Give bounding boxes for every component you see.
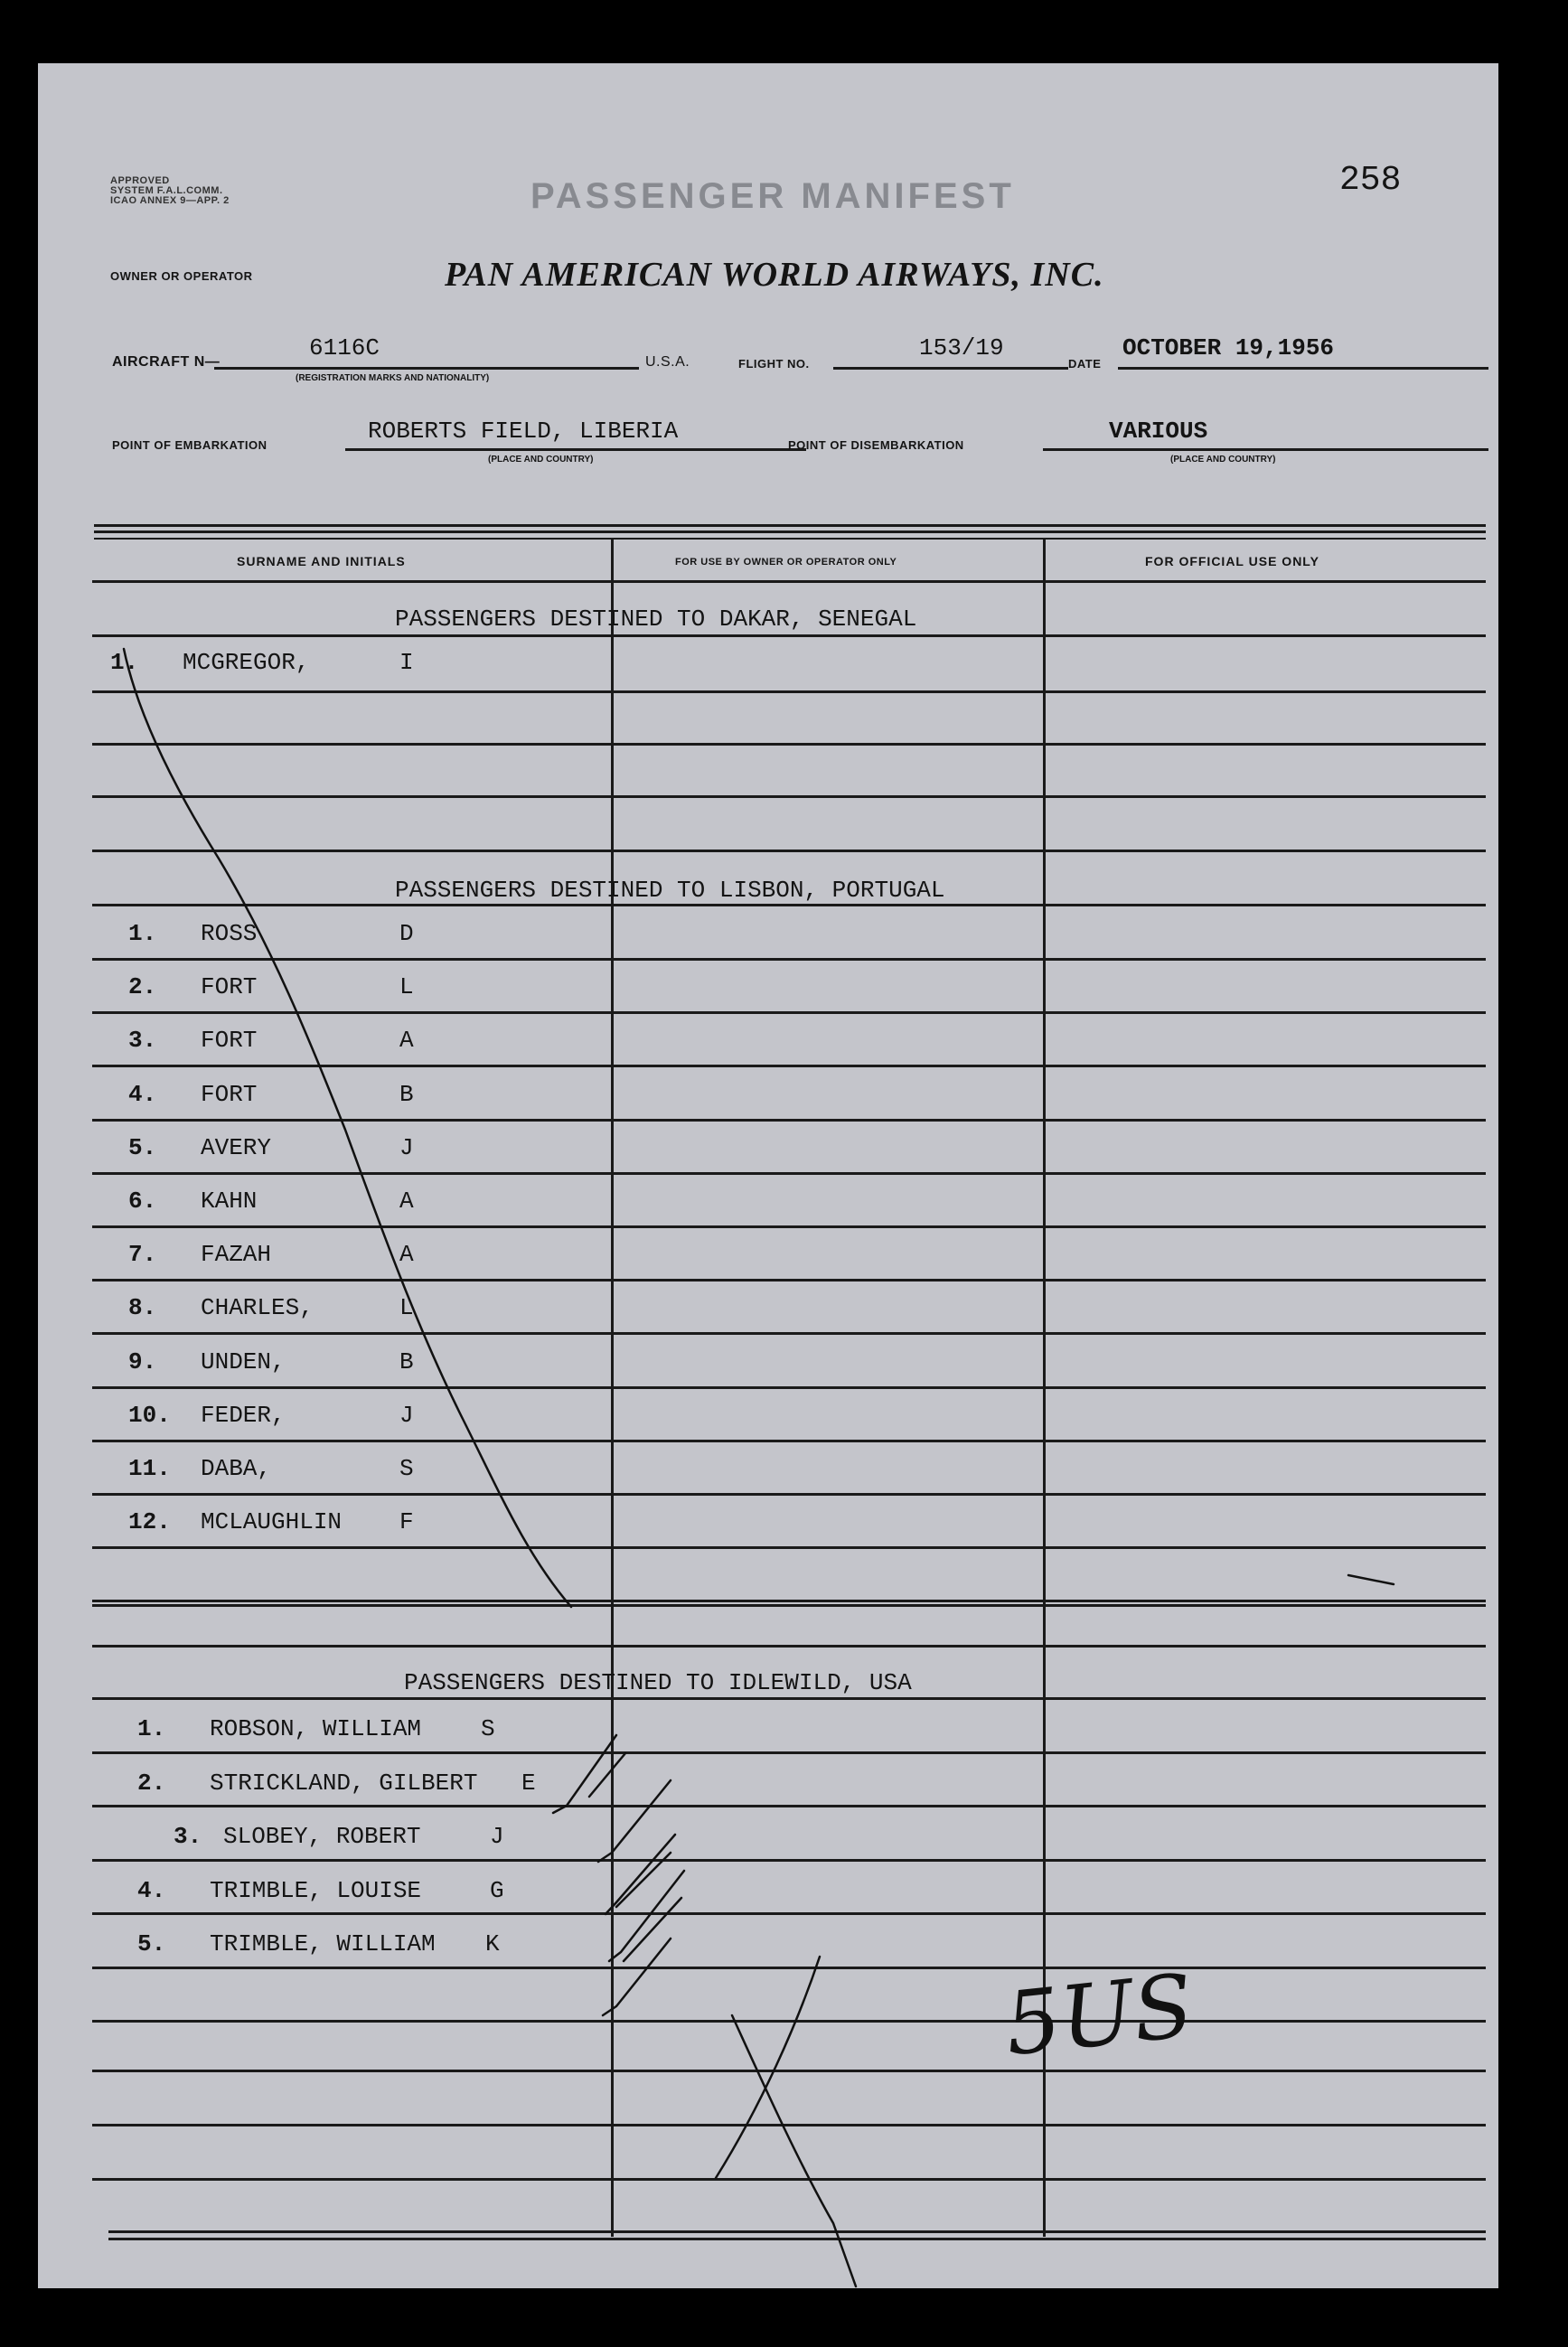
passenger-name: MCLAUGHLIN <box>201 1508 343 1536</box>
registration-caption: (REGISTRATION MARKS AND NATIONALITY) <box>296 373 490 383</box>
row-number: 5. <box>128 1133 157 1161</box>
passenger-name: ROSS <box>201 920 258 947</box>
owner-label: OWNER OR OPERATOR <box>110 269 253 283</box>
passenger-initial: J <box>490 1823 504 1850</box>
passenger-initial: A <box>399 1188 414 1215</box>
place-caption: (PLACE AND COUNTRY) <box>1170 455 1276 465</box>
row-number: 2. <box>128 973 157 1001</box>
passenger-initial: K <box>485 1930 500 1957</box>
column-header-official-use: FOR OFFICIAL USE ONLY <box>1145 554 1319 568</box>
passenger-initial: J <box>399 1133 414 1161</box>
row-number: 8. <box>128 1294 157 1322</box>
passenger-initial: E <box>521 1769 536 1797</box>
row-number: 1. <box>128 920 157 947</box>
approval-line: APPROVED <box>110 175 170 186</box>
passenger-initial: D <box>399 920 414 947</box>
passenger-initial: S <box>481 1715 495 1742</box>
passenger-name: CHARLES, <box>201 1294 314 1322</box>
embarkation-value: ROBERTS FIELD, LIBERIA <box>368 418 679 445</box>
handwritten-marks <box>38 63 1498 2288</box>
cross-stroke <box>732 2015 856 2286</box>
disembarkation-label: POINT OF DISEMBARKATION <box>788 438 964 452</box>
passenger-name: UNDEN, <box>201 1347 286 1375</box>
passenger-name: TRIMBLE, WILLIAM <box>210 1930 436 1957</box>
passenger-initial: A <box>399 1241 414 1269</box>
section-heading: PASSENGERS DESTINED TO DAKAR, SENEGAL <box>395 606 917 633</box>
row-number: 7. <box>128 1241 157 1269</box>
row-number: 2. <box>137 1769 166 1797</box>
check-mark <box>553 1735 625 1813</box>
handwritten-note: 5US <box>1000 1955 1198 2076</box>
check-mark <box>603 1939 671 2015</box>
column-header-surname: SURNAME AND INITIALS <box>237 554 406 568</box>
form-title: PASSENGER MANIFEST <box>530 176 1015 216</box>
section-heading: PASSENGERS DESTINED TO IDLEWILD, USA <box>404 1669 912 1696</box>
section-heading: PASSENGERS DESTINED TO LISBON, PORTUGAL <box>395 877 945 904</box>
date-value: OCTOBER 19,1956 <box>1122 334 1335 361</box>
passenger-initial: J <box>399 1401 414 1429</box>
passenger-name: FEDER, <box>201 1401 286 1429</box>
passenger-name: SLOBEY, ROBERT <box>223 1823 421 1850</box>
manifest-sheet <box>38 63 1498 2288</box>
passenger-name: MCGREGOR, <box>183 649 310 676</box>
passenger-name: ROBSON, WILLIAM <box>210 1715 422 1742</box>
passenger-initial: I <box>399 649 414 676</box>
column-header-owner-use: FOR USE BY OWNER OR OPERATOR ONLY <box>675 557 897 568</box>
passenger-initial: A <box>399 1027 414 1055</box>
row-number: 3. <box>174 1823 202 1850</box>
usa-label: U.S.A. <box>645 354 690 370</box>
row-number: 4. <box>137 1876 166 1904</box>
passenger-name: STRICKLAND, GILBERT <box>210 1769 478 1797</box>
passenger-initial: B <box>399 1080 414 1108</box>
passenger-initial: F <box>399 1508 414 1536</box>
flight-label: FLIGHT NO. <box>738 357 810 371</box>
check-mark <box>609 1871 684 1961</box>
cancel-stroke <box>124 649 571 1607</box>
row-number: 1. <box>110 649 139 676</box>
passenger-name: DABA, <box>201 1455 272 1482</box>
passenger-initial: B <box>399 1347 414 1375</box>
row-number: 6. <box>128 1188 157 1215</box>
passenger-initial: L <box>399 973 414 1001</box>
cross-stroke <box>716 1957 820 2178</box>
row-number: 11. <box>128 1455 171 1482</box>
passenger-initial: S <box>399 1455 414 1482</box>
passenger-name: AVERY <box>201 1133 272 1161</box>
aircraft-label: AIRCRAFT N— <box>112 354 221 370</box>
date-label: DATE <box>1068 357 1102 371</box>
approval-line: ICAO ANNEX 9—APP. 2 <box>110 195 230 206</box>
page-number: 258 <box>1339 161 1402 200</box>
passenger-name: FAZAH <box>201 1241 272 1269</box>
row-number: 3. <box>128 1027 157 1055</box>
passenger-initial: G <box>490 1876 504 1904</box>
dash-mark <box>1348 1575 1394 1584</box>
owner-value: PAN AMERICAN WORLD AIRWAYS, INC. <box>445 256 1104 294</box>
disembarkation-value: VARIOUS <box>1109 418 1208 445</box>
passenger-name: TRIMBLE, LOUISE <box>210 1876 422 1904</box>
passenger-name: FORT <box>201 1027 258 1055</box>
row-number: 9. <box>128 1347 157 1375</box>
place-caption: (PLACE AND COUNTRY) <box>488 455 594 465</box>
passenger-name: FORT <box>201 973 258 1001</box>
passenger-initial: L <box>399 1294 414 1322</box>
row-number: 12. <box>128 1508 171 1536</box>
aircraft-value: 6116C <box>309 334 380 361</box>
passenger-name: FORT <box>201 1080 258 1108</box>
approval-line: SYSTEM F.A.L.COMM. <box>110 185 223 196</box>
row-number: 4. <box>128 1080 157 1108</box>
check-mark <box>598 1780 671 1862</box>
embarkation-label: POINT OF EMBARKATION <box>112 438 268 452</box>
row-number: 1. <box>137 1715 166 1742</box>
passenger-name: KAHN <box>201 1188 258 1215</box>
row-number: 10. <box>128 1401 171 1429</box>
row-number: 5. <box>137 1930 166 1957</box>
flight-value: 153/19 <box>919 334 1004 361</box>
